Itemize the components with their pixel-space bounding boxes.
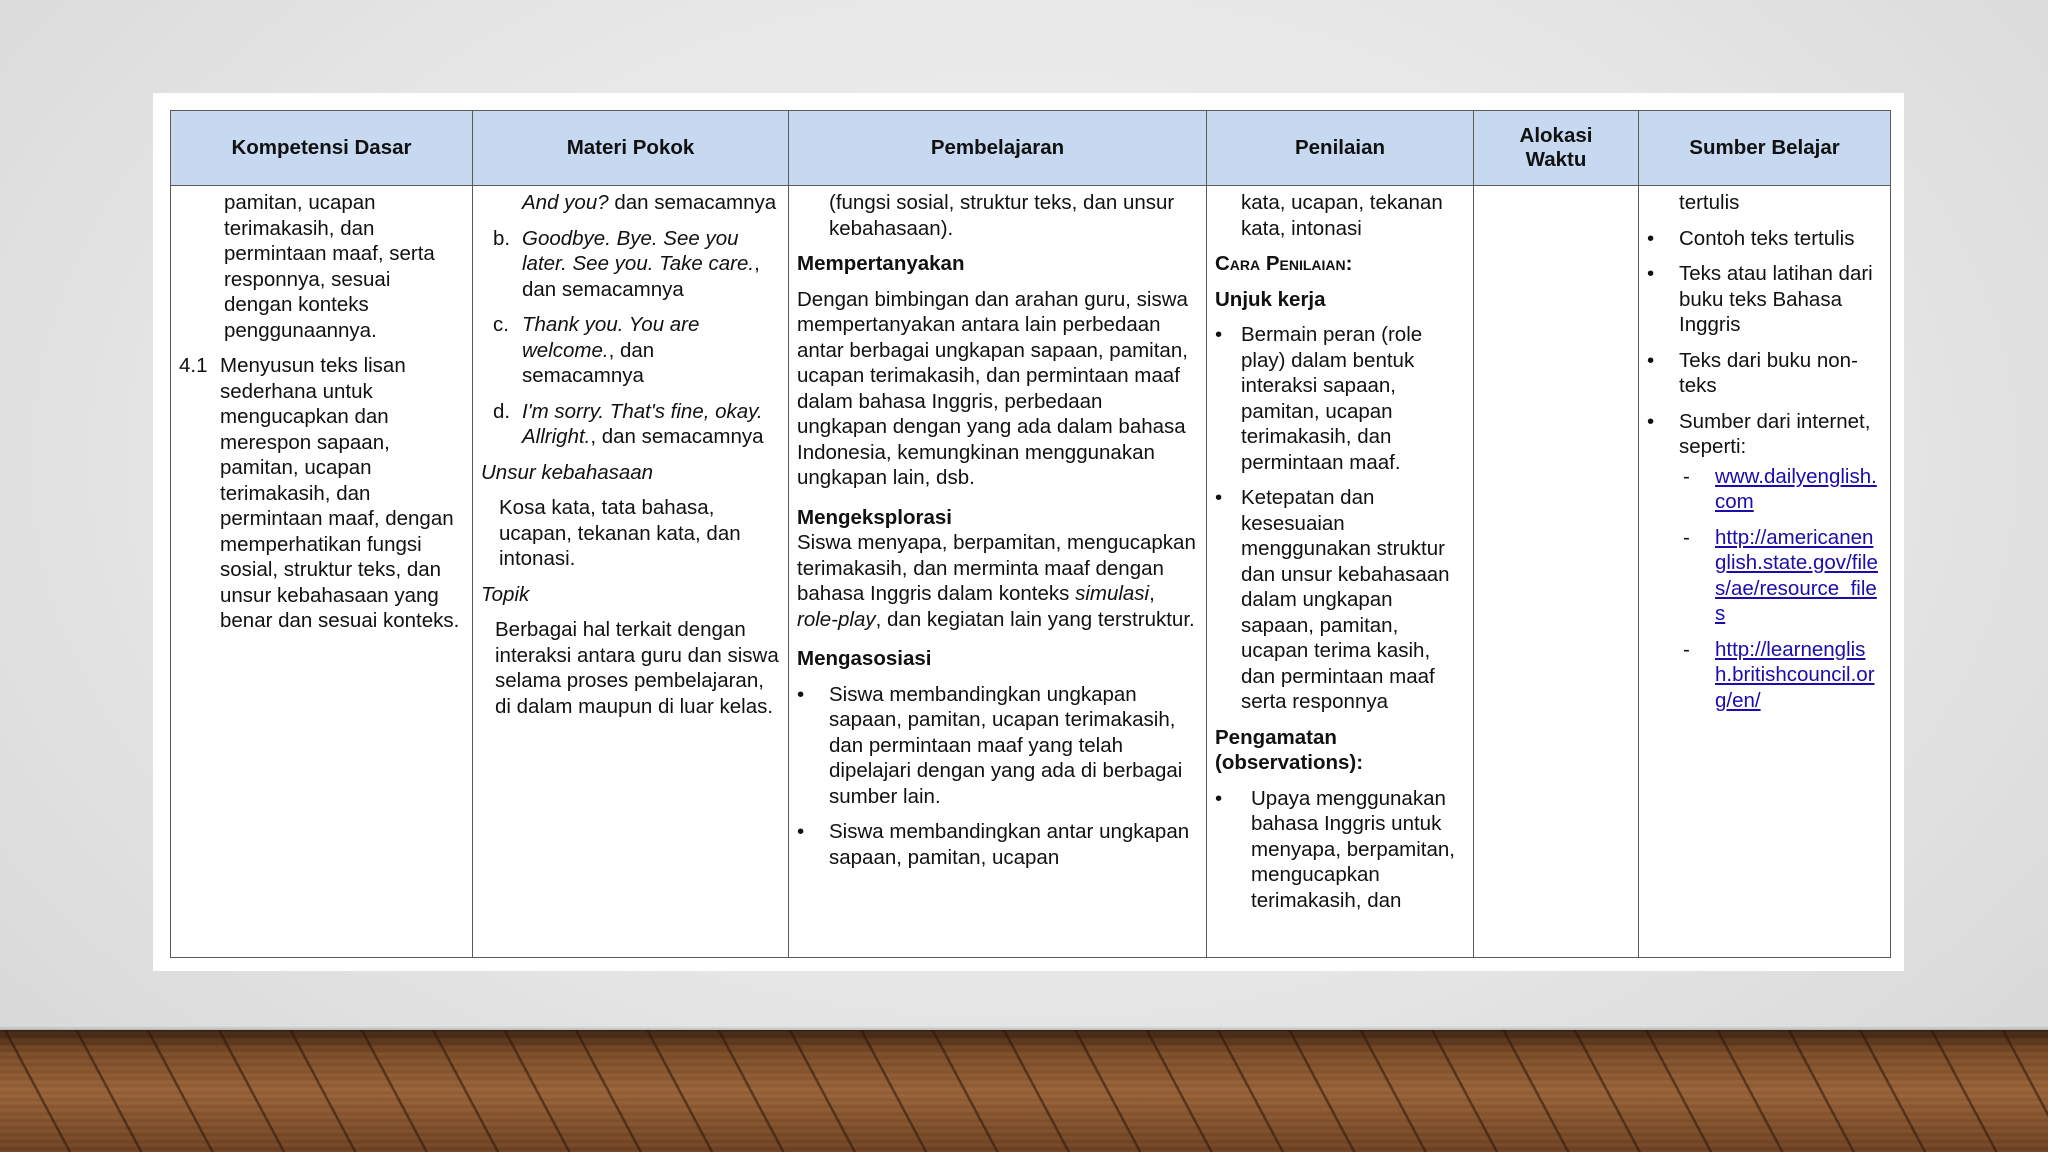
kd-item-4-1 [179,353,464,634]
link-dailyenglish[interactable]: www.dailyenglish.com [1715,464,1877,513]
wooden-floor [0,1030,2048,1152]
pb-continued-text: (fungsi sosial, struktur teks, dan unsur kebahasaan). [829,191,1175,240]
pb-bullet-1: • Siswa membandingkan ungkapan sapaan, pamitan, ucapan terimakasih, dan permintaan maaf yang telah dipelajari dengan yang ada di berbagai sumber lain. [797,682,1183,808]
kd-continued-text: pamitan, ucapan terimakasih, dan permintaan maaf, serta responnya, sesuai dengan konteks penggunaannya. [224,191,435,342]
bullet-icon: • [1647,226,1655,250]
header-kompetensi-dasar: Kompetensi Dasar [171,111,473,186]
mp-unsur-title: Unsur kebahasaan [481,460,654,484]
sb-link-item [1683,464,1882,515]
sb-link-item [1683,525,1882,627]
cell-sumber-belajar [1639,186,1891,958]
dash-icon: - [1683,464,1690,488]
kd-item-number: 4.1 [179,354,208,377]
dash-icon: - [1683,525,1690,549]
pn-bullet-3: • Upaya menggunakan bahasa Inggris untuk menyapa, berpamitan, mengucapkan terimakasih, dan [1215,786,1455,912]
table-header-row [171,111,1891,186]
sb-bullet-4: • Sumber dari internet, seperti: [1647,409,1871,458]
mp-item-d: d. I'm sorry. That's fine, okay. Allright., dan semacamnya [493,399,764,448]
sb-bullet-3: • Teks dari buku non-teks [1647,348,1858,397]
pn-bullet-1: • Bermain peran (role play) dalam bentuk interaksi sapaan, pamitan, ucapan terimakasih, dan permintaan maaf. [1215,323,1423,474]
bullet-icon: • [1647,409,1655,433]
sb-bullet-2: • Teks atau latihan dari buku teks Bahasa Inggris [1647,262,1873,336]
link-americanenglish[interactable]: http://americanenglish.state.gov/files/ae/resource_files [1715,525,1878,625]
cell-alokasi-waktu [1474,186,1639,958]
header-materi-pokok: Materi Pokok [473,111,789,186]
cell-pembelajaran [789,186,1207,958]
link-britishcouncil[interactable]: http://learnenglish.britishcouncil.org/en/ [1715,637,1875,712]
pb-mengeksplorasi-text: Siswa menyapa, berpamitan, mengucapkan terimakasih, dan merminta maaf dengan bahasa Inggris dalam konteks simulasi, role-play, dan kegiatan lain yang terstruktur. [797,531,1196,631]
header-penilaian: Penilaian [1207,111,1474,186]
bullet-icon: • [1215,786,1223,810]
pb-heading-mengasosiasi: Mengasosiasi [797,647,932,670]
bullet-icon: • [797,682,805,706]
pn-bullet-2: • Ketepatan dan kesesuaian menggunakan struktur dan unsur kebahasaan dalam ungkapan sapaan, pamitan, ucapan terima kasih, dan permintaan maaf serta responnya [1215,486,1450,713]
bullet-icon: • [1647,348,1655,372]
bullet-icon: • [1215,486,1223,509]
pn-continued-text: kata, ucapan, tekanan kata, intonasi [1241,191,1443,240]
slide-table-panel [153,93,1904,971]
sb-bullet-1: • Contoh teks tertulis [1647,226,1855,250]
pb-mempertanyakan-text: Dengan bimbingan dan arahan guru, siswa mempertanyakan antara lain perbedaan antar berbagai ungkapan sapaan, pamitan, ucapan terimakasih, dan permintaan maaf dalam bahasa Inggris, perbedaan ungkapan dengan yang ada dalam bahasa Indonesia, kemungkinan menggunakan ungkapan lain, dsb. [797,287,1188,489]
pn-unjuk-kerja: Unjuk kerja [1215,287,1326,311]
sb-continued-text: tertulis [1679,191,1740,214]
cell-materi-pokok [473,186,789,958]
kd-item-text: Menyusun teks lisan sederhana untuk mengucapkan dan merespon sapaan, pamitan, ucapan terimakasih, dan permintaan maaf, dengan memperhatikan fungsi sosial, struktur teks, dan unsur kebahasaan yang benar dan sesuai konteks. [220,354,460,632]
mp-item-a: And you? dan semacamnya [522,191,777,214]
bullet-icon: • [1647,262,1655,285]
lesson-plan-table [170,110,1891,958]
pb-heading-mengeksplorasi: Mengeksplorasi [797,505,952,529]
header-pembelajaran: Pembelajaran [789,111,1207,186]
cell-penilaian [1207,186,1474,958]
pn-pengamatan: Pengamatan (observations): [1215,725,1364,774]
pn-cara-penilaian: Cara Penilaian: [1215,252,1353,275]
mp-unsur-text: Kosa kata, tata bahasa, ucapan, tekanan kata, dan intonasi. [499,496,741,570]
dash-icon: - [1683,637,1690,661]
mp-topik-text: Berbagai hal terkait dengan interaksi antara guru dan siswa selama proses pembelajaran, di dalam maupun di luar kelas. [495,618,779,718]
header-alokasi-waktu: Alokasi Waktu [1474,111,1639,186]
bullet-icon: • [1215,323,1223,346]
pb-bullet-2: • Siswa membandingkan antar ungkapan sapaan, pamitan, ucapan [797,820,1190,869]
bullet-icon: • [797,820,805,843]
table-row [171,186,1891,958]
header-sumber-belajar: Sumber Belajar [1639,111,1891,186]
sb-link-item [1683,637,1882,714]
mp-item-c: c. Thank you. You are welcome., dan semacamnya [493,313,700,387]
mp-item-b: b. Goodbye. Bye. See you later. See you. Take care., dan semacamnya [493,226,760,301]
pb-heading-mempertanyakan: Mempertanyakan [797,252,965,275]
cell-kompetensi-dasar [171,186,473,958]
mp-topik-title: Topik [481,582,530,606]
